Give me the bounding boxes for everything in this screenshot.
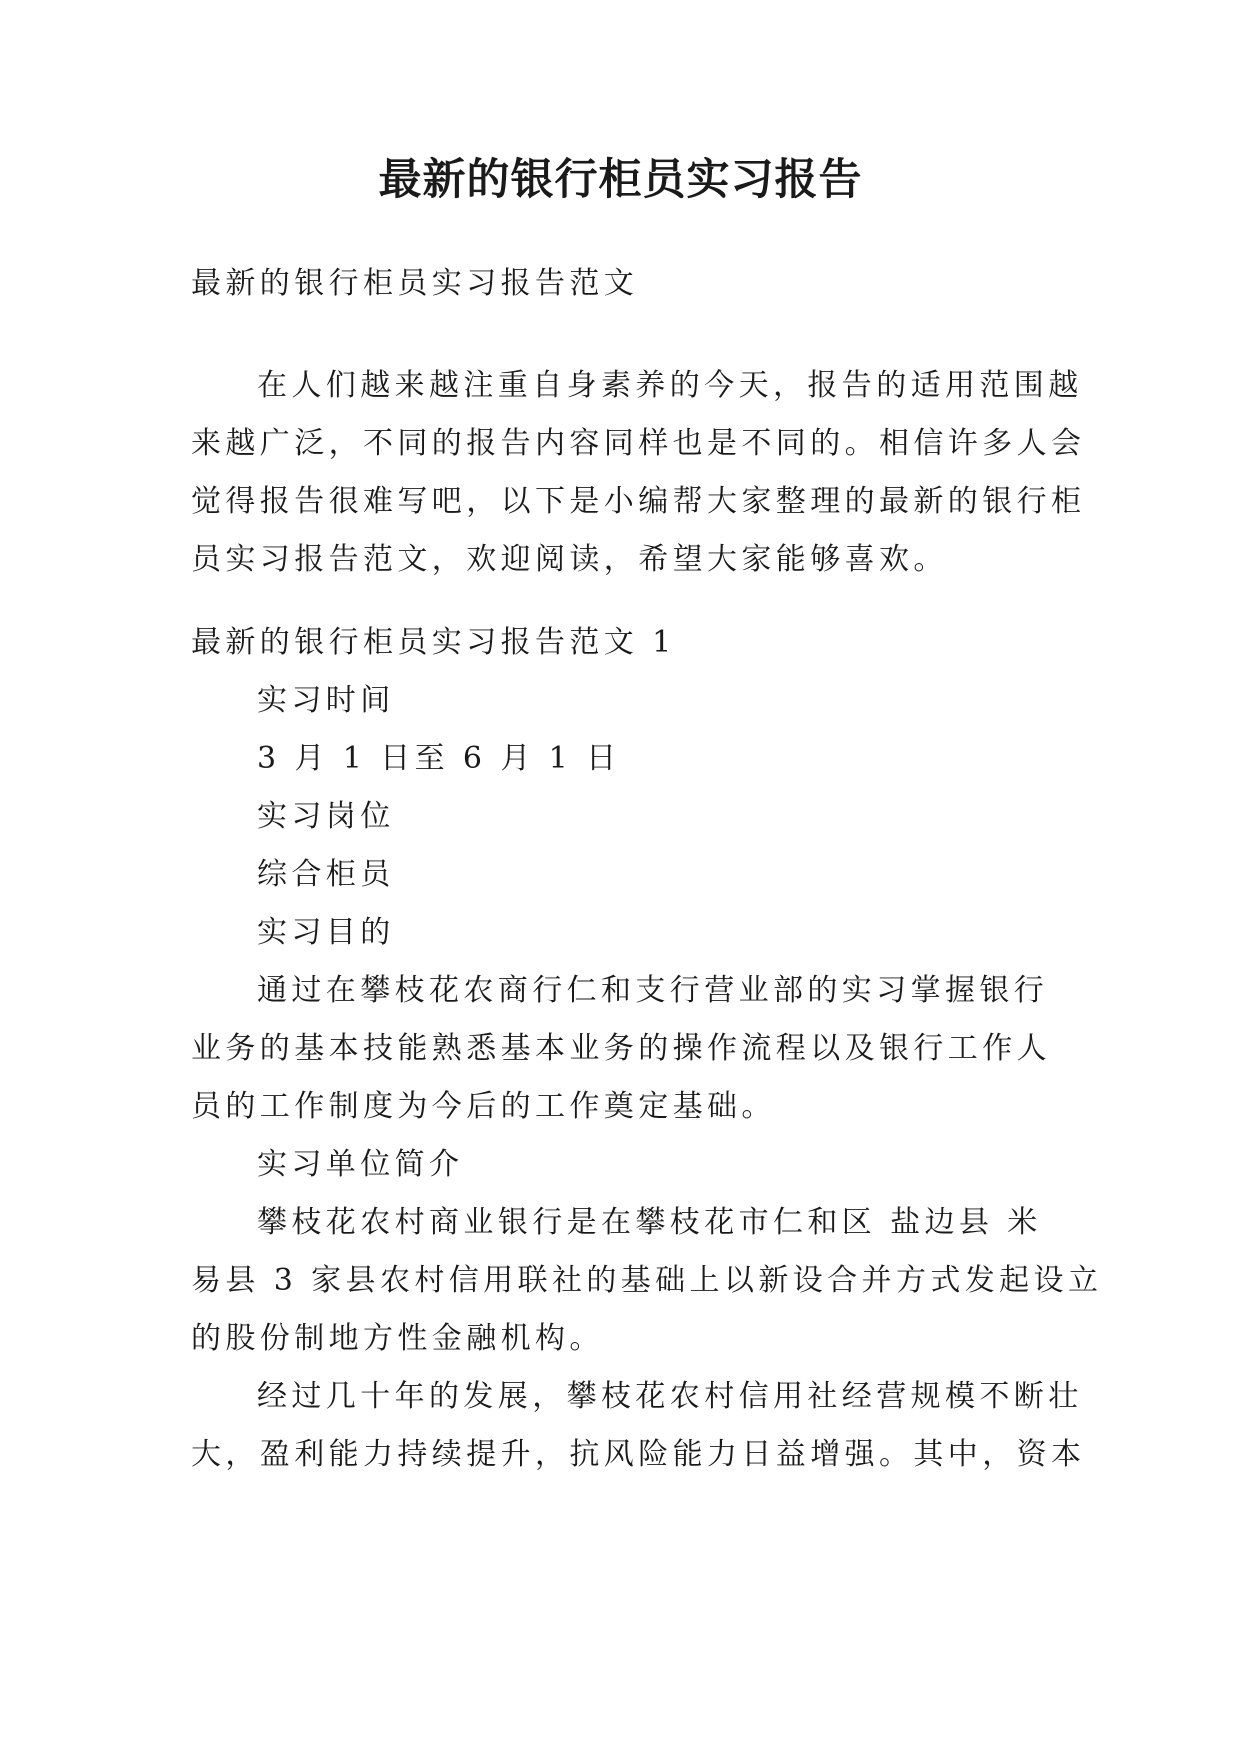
- internship-position-label: 实习岗位: [257, 799, 395, 834]
- unit-intro-line: 攀枝花农村商业银行是在攀枝花市仁和区 盐边县 米: [257, 1205, 1042, 1240]
- section-heading: 最新的银行柜员实习报告范文 1: [191, 625, 676, 660]
- intro-line: 来越广泛，不同的报告内容同样也是不同的。相信许多人会: [191, 426, 1086, 461]
- unit-intro-line: 易县 3 家县农村信用联社的基础上以新设合并方式发起设立: [191, 1263, 1103, 1298]
- intro-line: 员实习报告范文，欢迎阅读，希望大家能够喜欢。: [191, 542, 948, 577]
- unit-intro-line: 的股份制地方性金融机构。: [191, 1321, 604, 1356]
- purpose-line: 通过在攀枝花农商行仁和支行营业部的实习掌握银行: [257, 973, 1049, 1008]
- document-subtitle-block: [191, 255, 1061, 313]
- development-line: 大，盈利能力持续提升，抗风险能力日益增强。其中，资本: [191, 1437, 1086, 1472]
- development-line: 经过几十年的发展，攀枝花农村信用社经营规模不断壮: [257, 1379, 1083, 1414]
- purpose-line: 员的工作制度为今后的工作奠定基础。: [191, 1089, 776, 1124]
- purpose-line: 业务的基本技能熟悉基本业务的操作流程以及银行工作人: [191, 1031, 1051, 1066]
- document-subtitle: 最新的银行柜员实习报告范文: [191, 266, 639, 301]
- internship-time-label: 实习时间: [257, 683, 395, 718]
- section-body: [191, 614, 1103, 1484]
- intro-line: 在人们越来越注重自身素养的今天，报告的适用范围越: [257, 368, 1083, 403]
- intro-line: 觉得报告很难写吧，以下是小编帮大家整理的最新的银行柜: [191, 484, 1086, 519]
- internship-time-value: 3 月 1 日至 6 月 1 日: [257, 741, 621, 776]
- internship-position-value: 综合柜员: [257, 857, 395, 892]
- unit-intro-label: 实习单位简介: [257, 1147, 464, 1182]
- document-title: 最新的银行柜员实习报告: [378, 155, 863, 205]
- internship-purpose-label: 实习目的: [257, 915, 395, 950]
- intro-paragraph: [191, 357, 1086, 589]
